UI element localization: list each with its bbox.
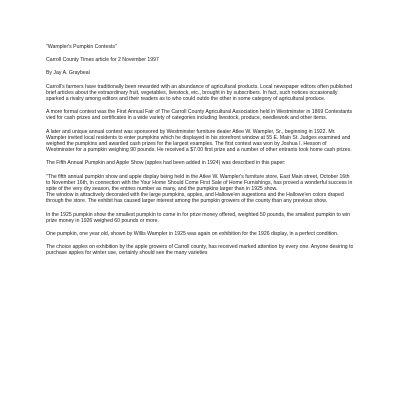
quoted-paragraph: One pumpkin, one year old, shown by Willis Wampler in 1925 was again on exhibition for the 1926 display, in a perfect condition. xyxy=(46,231,339,238)
paragraph: A later and unique annual contest was sponsored by Westminster furniture dealer Atlee W. Wampler, Sr., beginning in 1922. Mr. Wampler invited local residents to enter pumpkins which he displayed in his storefront window at 55 E. Main St. Judges examined and weighed the pumpkins and awarded cash prizes for the largest examples. The first contest was won by Joshua I. Hesson of Westminster for a pumpkin weighing 90 pounds. He received a $7.00 first prize and a number of other entrants took home cash prizes. xyxy=(46,128,352,154)
quoted-paragraph: The choice apples on exhibition by the apple growers of Carroll county, has received marked attention by every one. Anyone desiring to purchase apples for winter use, certainly should see the many varieties xyxy=(46,244,354,257)
quoted-paragraph: In the 1925 pumpkin show the smallest pumpkin to come in for prize money offered, weighted 50 pounds, the smallest pumpkin to win prize money in 1926 weighed 60 pounds or more. xyxy=(46,211,350,224)
byline: By Jay A. Graybeal xyxy=(46,70,90,77)
quoted-paragraph: "The fifth annual pumpkin show and apple display being held in the Atlee W. Wampler's furniture store, East Main street, October 16th to November 16th, in connection with the Your Home Should Come First Sale of Home Furnishings, has proved a wonderful success in spite of the very dry season, the entries number as many, and the pumpkins larger than in 1925 show. xyxy=(46,173,353,193)
paragraph: The Fifth Annual Pumpkin and Apple Show (apples had been added in 1924) was described in this paper: xyxy=(46,160,286,167)
document-title: "Wampler's Pumpkin Contests" xyxy=(46,44,117,50)
article-source: Carroll County Times article for 2 November 1997 xyxy=(46,57,159,64)
quoted-paragraph: The window is attractively decorated with the large pumpkins, apples, and Hallowe'en sugestions and the Hallowe'en colors draped through the store. The exhibit has caused larger interest among the pumpkin growers of the county than any previous show. xyxy=(46,192,344,205)
paragraph: A more formal contest was the First Annual Fair of The Carroll County Agricultural Association held in Westminster in 1869 Contestants vied for cash prizes and certificates in a wide variety of categories including livestock, produce, needlework and other items. xyxy=(46,109,353,122)
paragraph: Carroll's farmers have traditionally been rewarded with an abundance of agricultural products. Local newspaper editors often published brief articles about the extraordinary fruit, vegetables, livestock, etc., brought in by subscribers. In fact, such notices occasionally sparked a rivalry among editors and their readers as to who could outdo the other in some category of agricultural produce. xyxy=(46,83,353,103)
